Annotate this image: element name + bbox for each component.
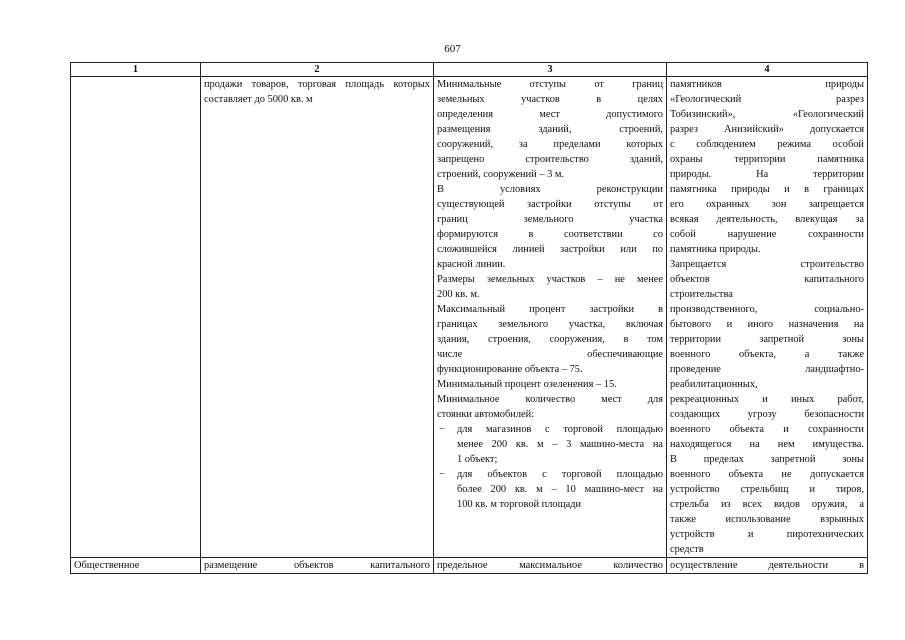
restriction-line: реабилитационных,: [670, 379, 758, 390]
cell-r2-c4-text: осуществление деятельности в: [670, 560, 864, 571]
dash-bullet: −: [439, 424, 445, 435]
list-item-line: более 200 кв. м – 10 машино-мест на: [457, 484, 663, 495]
restriction-line: памятников природы: [670, 79, 864, 90]
list-item-line: для магазинов с торговой площадью: [457, 424, 663, 435]
restriction-line: производственного, социально-: [670, 304, 864, 315]
restriction-line: памятника природы.: [670, 244, 761, 255]
restriction-line: памятника природы и в границах: [670, 184, 864, 195]
restrictions-text: [670, 77, 864, 557]
regulation-line: стоянки автомобилей:: [437, 409, 535, 420]
column-header-2: 2: [201, 63, 434, 77]
restriction-line: Запрещается строительство: [670, 259, 864, 270]
list-item-line: 100 кв. м торговой площади: [457, 499, 582, 510]
restriction-line: строительства: [670, 289, 733, 300]
regulation-text: [437, 77, 663, 422]
cell-r2-c2-text: размещение объектов капитального: [204, 560, 430, 571]
column-header-3: 3: [434, 63, 667, 77]
regulation-line: границах земельного участка, включая: [437, 319, 663, 330]
list-item: [437, 467, 663, 512]
parking-requirements-list: [437, 422, 663, 512]
restriction-line: с соблюдением режима особой: [670, 139, 864, 150]
page-number: 607: [444, 43, 461, 55]
restriction-line: территории запретной зоны: [670, 334, 864, 345]
regulation-line: Минимальные отступы от границ: [437, 79, 663, 90]
cell-r2-c1: Общественное: [71, 558, 201, 574]
regulation-line: строений, сооружений – 3 м.: [437, 169, 565, 180]
table-row: [71, 77, 868, 558]
table-row: [71, 558, 868, 574]
column-header-1: 1: [71, 63, 201, 77]
restriction-line: находящегося на нем имущества.: [670, 439, 864, 450]
regulation-line: 200 кв. м.: [437, 289, 480, 300]
cell-r2-c3: [434, 558, 667, 574]
restriction-line: разрез Анизийский» допускается: [670, 124, 864, 135]
header-row: [71, 63, 868, 77]
cell-r2-c4: [667, 558, 868, 574]
regulation-line: функционирование объекта – 75.: [437, 364, 583, 375]
regulation-line: сложившейся линией застройки или по: [437, 244, 663, 255]
regulation-line: Минимальное количество мест для: [437, 394, 663, 405]
cell-r2-c2: [201, 558, 434, 574]
restriction-line: природы. На территории: [670, 169, 864, 180]
cell-r2-c3-text: предельное максимальное количество: [437, 560, 663, 571]
cell-r1-c2: продажи товаров, торговая площадь которых составляет до 5000 кв. м: [201, 77, 434, 558]
regulation-line: земельных участков в целях: [437, 94, 663, 105]
restriction-line: «Геологический разрез: [670, 94, 864, 105]
restriction-line: собой нарушение сохранности: [670, 229, 864, 240]
cell-r1-c4: [667, 77, 868, 558]
restriction-line: также использование взрывных: [670, 514, 864, 525]
restriction-line: В пределах запретной зоны: [670, 454, 864, 465]
restriction-line: создающих угрозу безопасности: [670, 409, 864, 420]
regulation-line: границ земельного участка: [437, 214, 663, 225]
list-item-line: для объектов с торговой площадью: [457, 469, 663, 480]
regulation-line: размещения зданий, строений,: [437, 124, 663, 135]
regulation-line: запрещено строительство зданий,: [437, 154, 663, 165]
restriction-line: средств: [670, 544, 704, 555]
cell-r1-c1: [71, 77, 201, 558]
regulation-line: В условиях реконструкции: [437, 184, 663, 195]
regulation-line: Минимальный процент озеленения – 15.: [437, 379, 617, 390]
list-item-line: менее 200 кв. м – 3 машино-места на: [457, 439, 663, 450]
restriction-line: его охранных зон запрещается: [670, 199, 864, 210]
restriction-line: проведение ландшафтно-: [670, 364, 864, 375]
restriction-line: устройств и пиротехнических: [670, 529, 864, 540]
restriction-line: военного объекта, а также: [670, 349, 864, 360]
regulation-line: числе обеспечивающие: [437, 349, 663, 360]
regulation-line: красной линии.: [437, 259, 506, 270]
restriction-line: устройство стрельбищ и тиров,: [670, 484, 864, 495]
regulation-line: Размеры земельных участков – не менее: [437, 274, 663, 285]
cell-r1-c3: [434, 77, 667, 558]
restriction-line: бытового и иного назначения на: [670, 319, 864, 330]
restriction-line: военного объекта и сохранности: [670, 424, 864, 435]
restriction-line: рекреационных и иных работ,: [670, 394, 864, 405]
regulation-line: здания, строения, сооружения, в том: [437, 334, 663, 345]
restriction-line: охраны территории памятника: [670, 154, 864, 165]
zoning-table: [70, 62, 868, 574]
regulation-line: формируются в соответствии со: [437, 229, 663, 240]
restriction-line: Тобизинский», «Геологический: [670, 109, 864, 120]
regulation-line: сооружений, за пределами которых: [437, 139, 663, 150]
restriction-line: стрельба из всех видов оружия, а: [670, 499, 864, 510]
list-item: [437, 422, 663, 467]
regulation-line: существующей застройки отступы от: [437, 199, 663, 210]
regulation-line: Максимальный процент застройки в: [437, 304, 663, 315]
restriction-line: объектов капитального: [670, 274, 864, 285]
dash-bullet: −: [439, 469, 445, 480]
column-header-4: 4: [667, 63, 868, 77]
restriction-line: всякая деятельность, влекущая за: [670, 214, 864, 225]
list-item-line: 1 объект;: [457, 454, 498, 465]
restriction-line: военного объекта не допускается: [670, 469, 864, 480]
regulation-line: определения мест допустимого: [437, 109, 663, 120]
